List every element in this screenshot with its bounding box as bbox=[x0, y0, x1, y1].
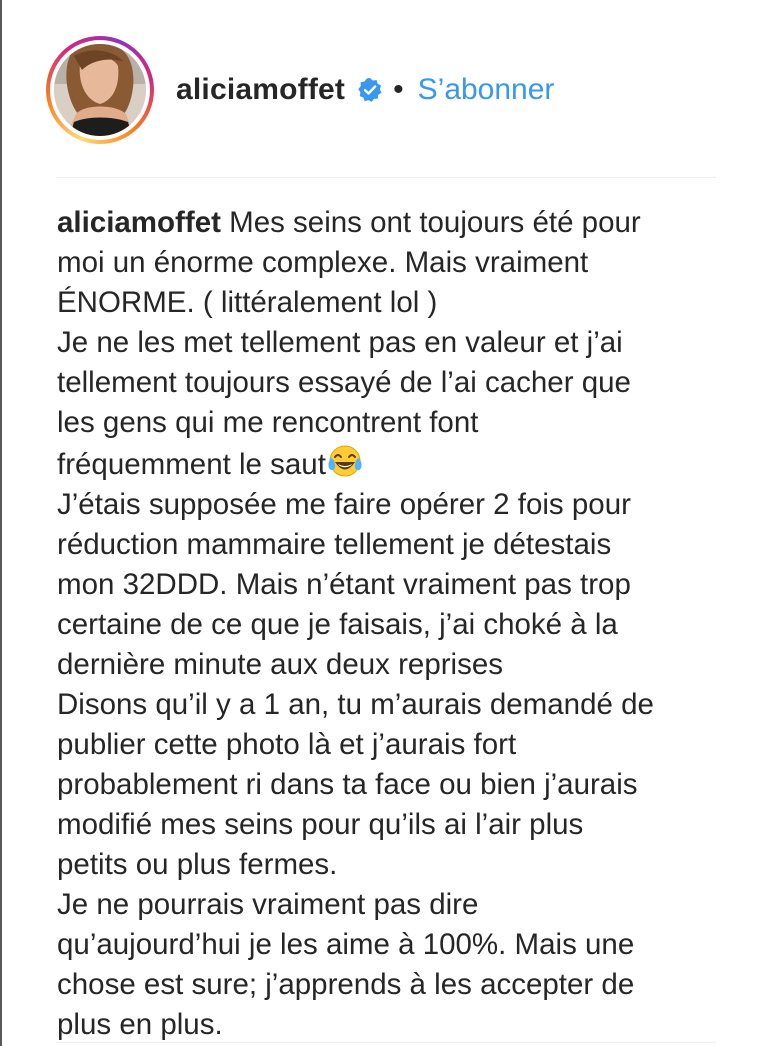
caption-username[interactable]: aliciamoffet bbox=[57, 206, 221, 239]
caption-line: publier cette photo là et j’aurais fort bbox=[57, 728, 517, 761]
caption-line: petits ou plus fermes. bbox=[57, 848, 338, 881]
follow-button[interactable]: S’abonner bbox=[417, 73, 555, 106]
caption-line: Je ne les met tellement pas en valeur et j’ai bbox=[57, 326, 623, 359]
post-header bbox=[46, 35, 554, 145]
caption-line: probablement ri dans ta face ou bien j’aurais bbox=[57, 768, 638, 801]
caption-line: tellement toujours essayé de l’ai cacher que bbox=[57, 366, 631, 399]
caption-line: ÉNORME. ( littéralement lol ) bbox=[57, 286, 438, 319]
caption-line: aliciamoffet Mes seins ont toujours été pour bbox=[57, 206, 641, 239]
caption-line: modifié mes seins pour qu’ils ai l’air plus bbox=[57, 808, 584, 841]
caption-line: moi un énorme complexe. Mais vraiment bbox=[57, 246, 589, 279]
header-divider bbox=[56, 177, 716, 178]
separator-dot: • bbox=[393, 73, 404, 106]
caption-line: plus en plus. bbox=[57, 1008, 223, 1041]
caption-line: qu’aujourd’hui je les aime à 100%. Mais une bbox=[57, 928, 635, 961]
username-link[interactable]: aliciamoffet bbox=[176, 73, 346, 106]
caption-line: mon 32DDD. Mais n’étant vraiment pas trop bbox=[57, 568, 631, 601]
caption-line: J’étais supposée me faire opérer 2 fois pour bbox=[57, 488, 631, 521]
caption-line: Disons qu’il y a 1 an, tu m’aurais demandé de bbox=[57, 688, 654, 721]
caption-line: les gens qui me rencontrent font bbox=[57, 406, 479, 439]
tears-of-joy-emoji-icon bbox=[327, 443, 363, 479]
post-caption bbox=[57, 203, 727, 1045]
caption-line: Je ne pourrais vraiment pas dire bbox=[57, 888, 479, 921]
caption-line: réduction mammaire tellement je détestais bbox=[57, 528, 612, 561]
caption-line: dernière minute aux deux reprises bbox=[57, 648, 504, 681]
caption-line: fréquemment le saut bbox=[57, 443, 727, 485]
window-edge bbox=[0, 0, 2, 1046]
avatar[interactable] bbox=[54, 44, 146, 136]
verified-badge-icon bbox=[357, 77, 383, 103]
footer-divider bbox=[56, 1042, 716, 1043]
caption-line: certaine de ce que je faisais, j’ai choké à la bbox=[57, 608, 618, 641]
caption-line: chose est sure; j’apprends à les accepter de bbox=[57, 968, 635, 1001]
avatar-story-ring[interactable] bbox=[46, 36, 154, 144]
